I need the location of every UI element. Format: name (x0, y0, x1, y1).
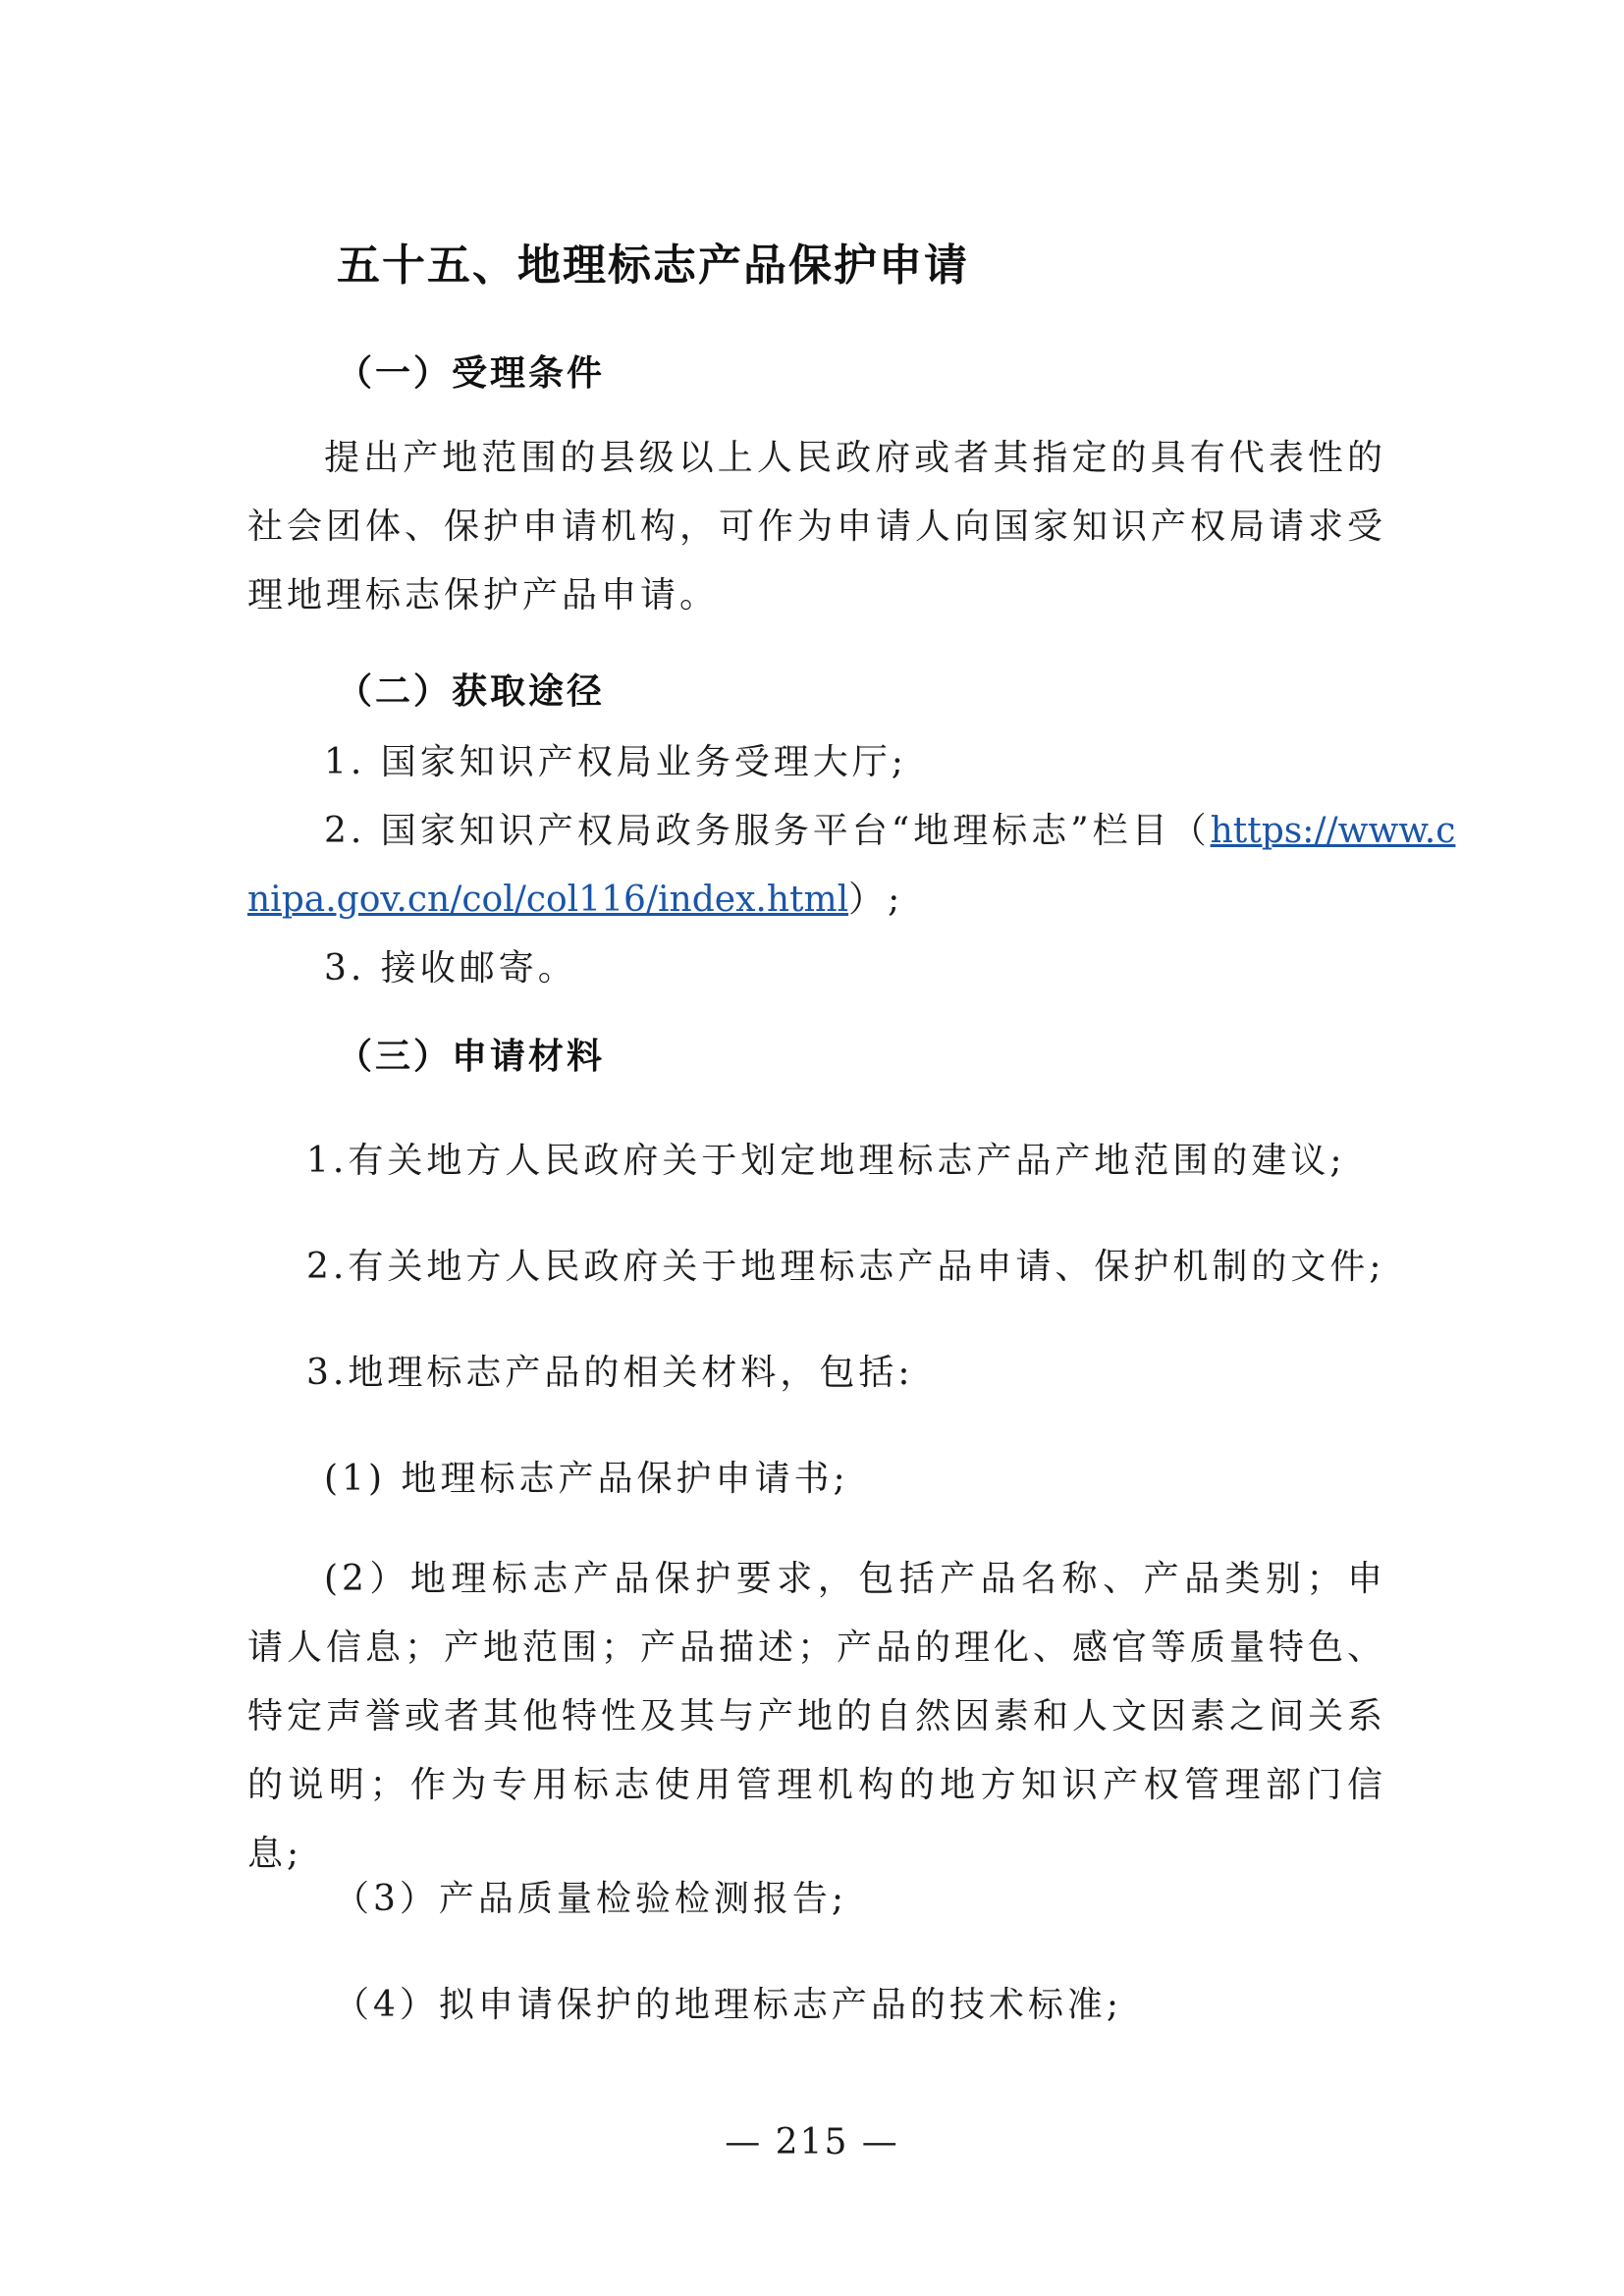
acceptance-conditions-body: 提出产地范围的县级以上人民政府或者其指定的具有代表性的社会团体、保护申请机构，可作为申请人向国家知识产权局请求受理地理标志保护产品申请。 (247, 438, 1387, 615)
channel-item-2-continued (247, 872, 903, 922)
material-sub-item-1: (1) 地理标志产品保护申请书; (324, 1459, 849, 1499)
channel-item-3: 3. 接收邮寄。 (324, 948, 577, 988)
material-item-2: 2.有关地方人民政府关于地理标志产品申请、保护机制的文件; (306, 1247, 1385, 1287)
channel-item-2-suffix: ）; (848, 880, 904, 920)
channel-item-2 (324, 803, 1455, 853)
acceptance-conditions-text (247, 424, 1386, 630)
material-sub-item-2 (247, 1545, 1386, 1889)
material-sub-item-2-text: (2）地理标志产品保护要求，包括产品名称、产品类别；申请人信息；产地范围；产品描述；产品的理化、感官等质量特色、特定声誉或者其他特性及其与产地的自然因素和人文因素之间关系的说明；作为专用标志使用管理机构的地方知识产权管理部门信息; (247, 1559, 1387, 1874)
material-sub-item-3: （3）产品质量检验检测报告; (334, 1879, 848, 1919)
page-number: — 215 — (725, 2122, 899, 2163)
channel-item-1: 1. 国家知识产权局业务受理大厅; (324, 742, 907, 782)
heading-acceptance-conditions: （一）受理条件 (337, 353, 606, 394)
channel-item-2-prefix: 2. 国家知识产权局政务服务平台“地理标志”栏目（ (324, 811, 1211, 851)
material-item-3: 3.地理标志产品的相关材料，包括: (306, 1353, 914, 1393)
platform-link-part-2[interactable]: nipa.gov.cn/col/col116/index.html (247, 880, 849, 920)
material-sub-item-4: （4）拟申请保护的地理标志产品的技术标准; (334, 1985, 1123, 2025)
heading-access-channels: （二）获取途径 (337, 671, 606, 712)
section-title: 五十五、地理标志产品保护申请 (337, 240, 969, 291)
heading-application-materials: （三）申请材料 (337, 1037, 606, 1077)
material-item-1: 1.有关地方人民政府关于划定地理标志产品产地范围的建议; (306, 1141, 1346, 1181)
platform-link-part-1[interactable]: https://www.c (1210, 811, 1456, 851)
